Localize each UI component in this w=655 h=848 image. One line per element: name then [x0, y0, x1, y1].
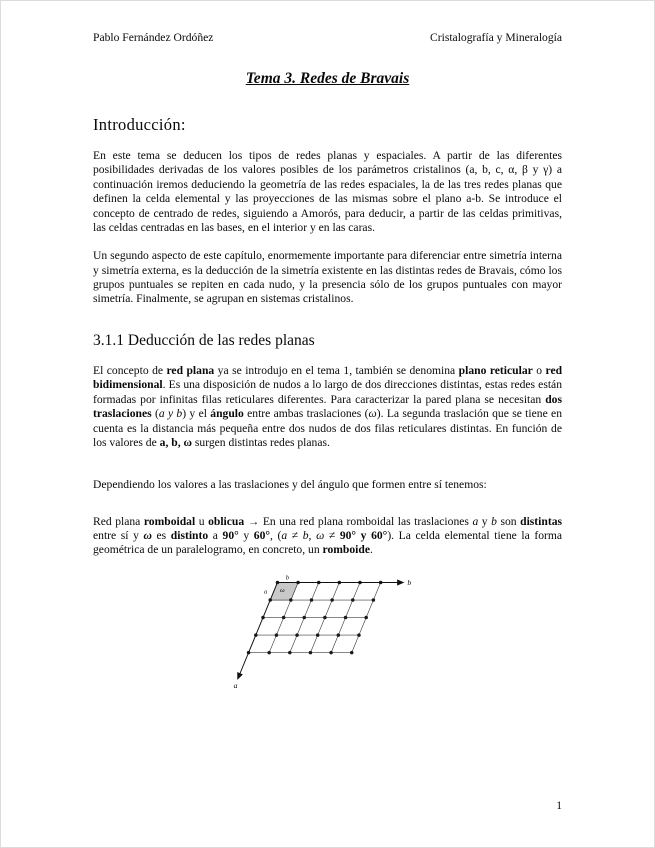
vector-a-label: a: [233, 680, 237, 690]
section-paragraph-red-plana: El concepto de red plana ya se introdujo en el tema 1, también se denomina plano reticular o red bidimensional. Es una disposición de nudos a lo largo de dos direcciones distintas, estas redes están formadas por infinitas filas reticulares diferentes. Para caracterizar la pared plana se necesitan dos traslaciones (a y b) y el ángulo entre ambas traslaciones (ω). La segunda traslación que se tiene en cuenta es la distancia más pequeña entre dos nudos de dos filas reticulares distintas. En función de los valores de a, b, ω surgen distintas redes planas.: [93, 364, 563, 449]
vector-a-arrow: [237, 582, 277, 678]
header-author: Pablo Fernández Ordóñez: [93, 31, 214, 44]
omega-angle-label: ω: [279, 586, 285, 594]
lattice-lines: [248, 582, 380, 652]
page-number: 1: [556, 798, 562, 812]
intro-heading: Introducción:: [93, 114, 186, 134]
oblique-lattice-figure: [93, 568, 562, 700]
section-paragraph-dependiendo: Dependiendo los valores a las traslaciones y del ángulo que formen entre sí tenemos:: [93, 478, 487, 492]
section-311-heading: 3.1.1 Deducción de las redes planas: [93, 331, 315, 349]
page-header: [93, 31, 562, 45]
cell-b-label: b: [285, 574, 289, 582]
header-course: Cristalografía y Mineralogía: [430, 31, 562, 44]
intro-paragraph-2: Un segundo aspecto de este capítulo, enormemente importante para diferenciar entre simetría interna y simetría externa, es la deducción de la simetría existente en las distintas redes de Bravais, cómo los grupos puntuales se repiten en cada nudo, y la presencia sólo de los grupos puntuales con mayor simetría. Finalmente, se agrupan en sistemas cristalinos.: [93, 249, 562, 306]
cell-a-label: a: [263, 588, 267, 596]
document-title: Tema 3. Redes de Bravais: [245, 70, 410, 88]
section-paragraph-romboidal: Red plana romboidal u oblicua → En una red plana romboidal las traslaciones a y b son distintas entre sí y ω es distinto a 90° y 60°, (a ≠ b, ω ≠ 90° y 60°). La celda elemental tiene la forma geométrica de un paralelogramo, en concreto, un romboide.: [93, 514, 563, 557]
vector-b-label: b: [406, 577, 411, 587]
intro-paragraph-1: En este tema se deducen los tipos de redes planas y espaciales. A partir de las diferentes posibilidades derivadas de los valores posibles de los parámetros cristalinos (a, b, c, α, β y γ) a continuación iremos deduciendo la geometría de las redes espaciales, la de las tres redes planas que definen la celda elemental y las proyecciones de las mismas sobre el plano a-b. Se introduce el concepto de centrado de redes, siguiendo a Amorós, para deducir, a partir de las celdas primitivas, las celdas centradas en las bases, en el interior y en las caras.: [93, 149, 562, 234]
lattice-diagram: [230, 568, 426, 696]
